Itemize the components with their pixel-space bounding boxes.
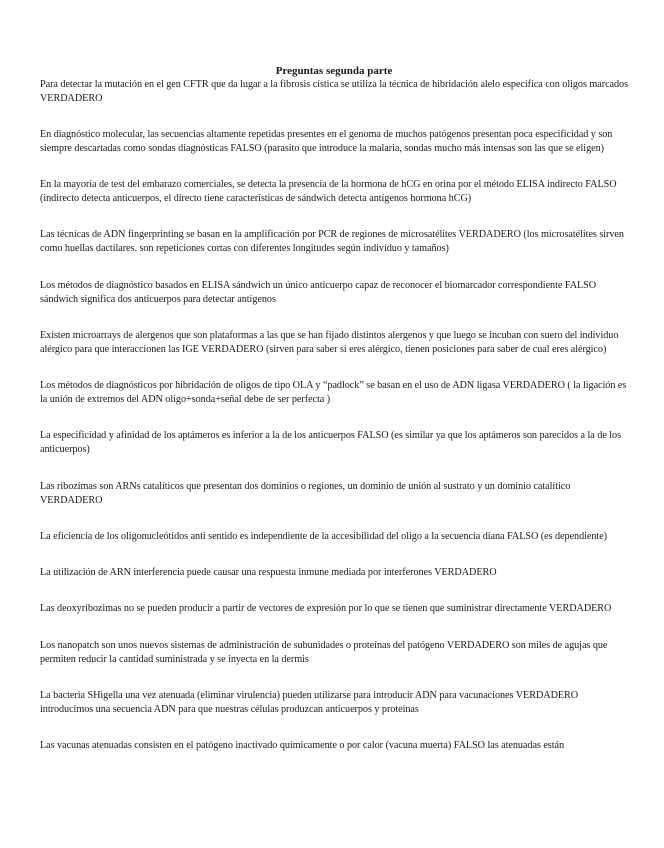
question-2: En diagnóstico molecular, las secuencias altamente repetidas presentes en el genoma de muchos patógenos presentan poca especificidad y son siempre descartadas como sondas diagnósticas FALSO (parasito que introduce la malaria, sondas mucho más intensas son las que se eligen) — [40, 129, 613, 154]
question-7: Los métodos de diagnósticos por hibridación de oligos de tipo OLA y “padlock” se basan en el uso de ADN ligasa VERDADERO ( la ligación es la unión de extremos del ADN oligo+sonda+señal debe de ser perfecta ) — [40, 380, 627, 405]
page-title: Preguntas segunda parte — [275, 65, 393, 77]
question-15: Las vacunas atenuadas consisten en el patógeno inactivado químicamente o por calor (vacuna muerta) FALSO las atenuadas están — [40, 740, 565, 751]
question-13: Los nanopatch son unos nuevos sistemas de administración de subunidades o proteínas del patógeno VERDADERO son miles de agujas que permiten reducir la cantidad suministrada y se inyecta en la dermis — [40, 640, 608, 665]
question-10: La eficiencia de los oligonucleótidos anti sentido es independiente de la accesibilidad del oligo a la secuencia diana FALSO (es dependiente) — [40, 531, 608, 542]
question-1: Para detectar la mutación en el gen CFTR que da lugar a la fibrosis cística se utiliza la técnica de hibridación alelo específica con oligos marcados VERDADERO — [40, 79, 629, 104]
question-8: La especificidad y afinidad de los aptámeros es inferior a la de los anticuerpos FALSO (es similar ya que los aptámeros son parecidos a la de los anticuerpos) — [40, 430, 621, 455]
question-5: Los métodos de diagnóstico basados en ELISA sándwich un único anticuerpo capaz de reconocer el biomarcador correspondiente FALSO sándwich significa dos anticuerpos para detectar antígenos — [40, 280, 597, 305]
question-9: Las ribozimas son ARNs catalíticos que presentan dos dominios o regiones, un dominio de unión al sustrato y un dominio catalítico VERDADERO — [40, 481, 571, 506]
question-14: La bacteria SHigella una vez atenuada (eliminar virulencia) pueden utilizarse para introducir ADN para vacunaciones VERDADERO introducimos una secuencia ADN para que nuestras células produzcan anticuerpos y proteínas — [40, 690, 579, 715]
question-11: La utilización de ARN interferencia puede causar una respuesta inmune mediada por interferones VERDADERO — [40, 567, 497, 578]
question-4: Las técnicas de ADN fingerprinting se basan en la amplificación por PCR de regiones de microsatélites VERDADERO (los microsatélites sirven como huellas dactilares. son repeticiones cortas con diferentes longitudes según individuo y tamaños) — [40, 229, 624, 254]
question-6: Existen microarrays de alergenos que son plataformas a las que se han fijado distintos alergenos y que luego se incuban con suero del individuo alérgico para que interaccionen las IGE VERDADERO (sirven para saber si eres alérgico, tienen posiciones para saber de cual eres alérgico) — [40, 330, 619, 355]
question-12: Las deoxyribozimas no se pueden producir a partir de vectores de expresión por lo que se tienen que suministrar directamente VERDADERO — [40, 603, 612, 614]
question-3: En la mayoría de test del embarazo comerciales, se detecta la presencia de la hormona de hCG en orina por el método ELISA indirecto FALSO (indirecto detecta anticuerpos, el directo tiene características de sándwich detecta antígenos hormona hCG) — [40, 179, 617, 204]
